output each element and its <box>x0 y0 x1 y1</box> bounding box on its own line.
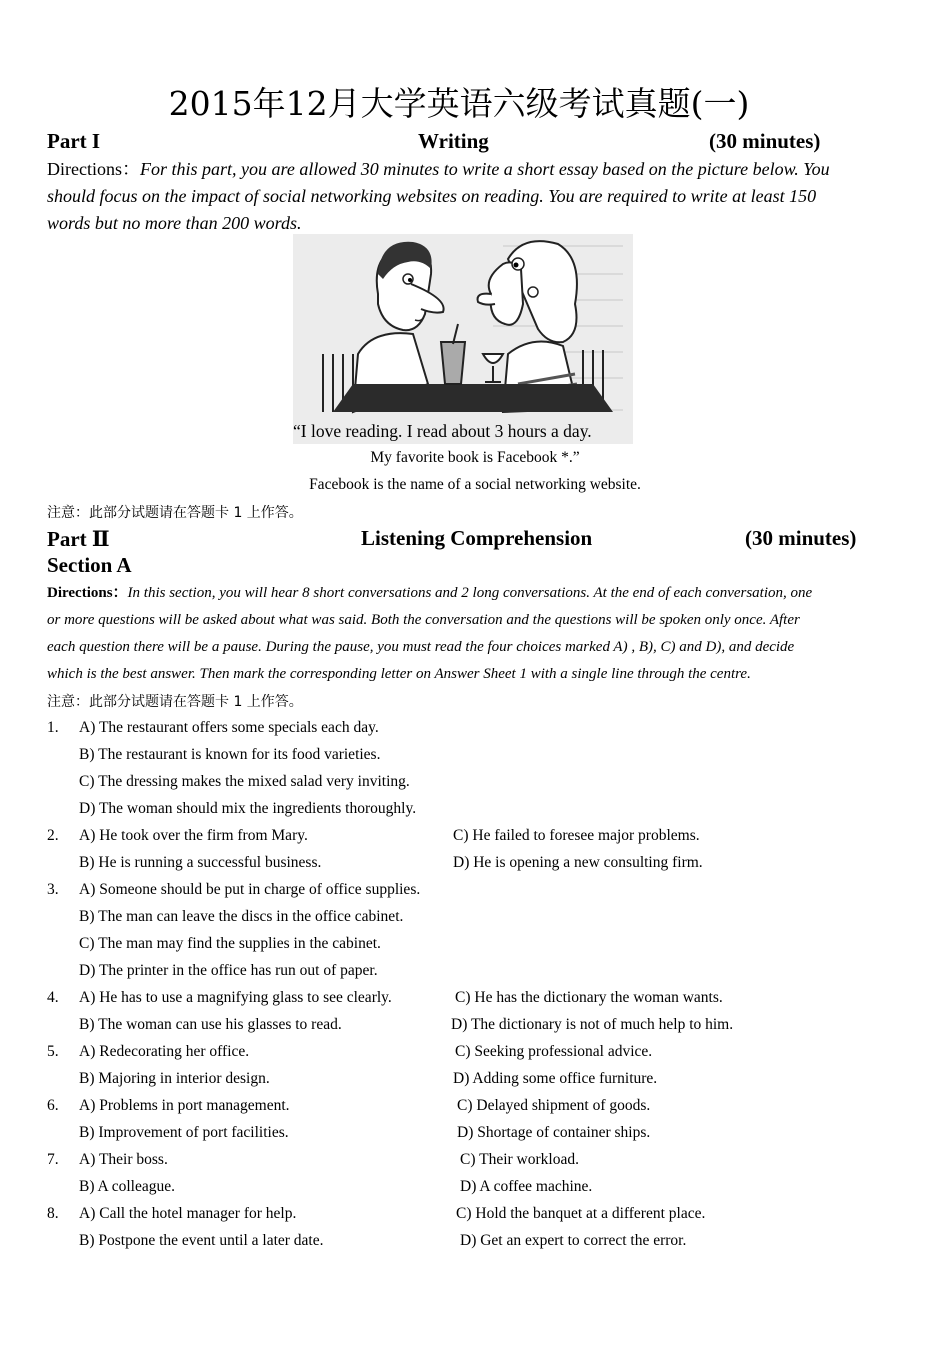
option-d: D) Get an expert to correct the error. <box>460 1232 687 1249</box>
part1-label: Part I <box>47 129 101 153</box>
option-c: C) Delayed shipment of goods. <box>457 1097 651 1114</box>
part2-directions-line3 <box>47 634 794 661</box>
option-c: C) The man may find the supplies in the cabinet. <box>79 935 381 952</box>
part1-directions-line3 <box>47 210 302 237</box>
part2-directions-line4 <box>47 661 751 688</box>
option-c: C) Their workload. <box>460 1151 579 1168</box>
section-a-heading: Section A <box>47 553 132 577</box>
part1-time: (30 minutes) <box>709 129 821 153</box>
directions-text: each question there will be a pause. During the pause, you must read the four choices marked A) , B), C) and D), and decide <box>47 639 795 655</box>
option-b: B) Majoring in interior design. <box>79 1070 270 1087</box>
cartoon-caption: “I love reading. I read about 3 hours a day. <box>293 421 592 441</box>
page-title: 2015年12月大学英语六级考试真题(一) <box>168 84 750 123</box>
option-b: B) The restaurant is known for its food varieties. <box>79 746 381 763</box>
option-a: A) Problems in port management. <box>79 1097 290 1114</box>
question-number: 7. <box>47 1151 59 1168</box>
option-c: C) He failed to foresee major problems. <box>453 827 700 844</box>
option-b: B) A colleague. <box>79 1178 175 1195</box>
directions-text: which is the best answer. Then mark the corresponding letter on Answer Sheet 1 with a single line through the centre. <box>47 666 751 682</box>
directions-text: should focus on the impact of social networking websites on reading. You are required to write at least 150 <box>47 186 817 206</box>
option-b: B) He is running a successful business. <box>79 854 322 871</box>
part2-time: (30 minutes) <box>745 526 857 550</box>
question-number: 2. <box>47 827 59 844</box>
option-c: C) Hold the banquet at a different place. <box>456 1205 706 1222</box>
directions-text: or more questions will be asked about what was said. Both the conversation and the questions will be spoken only once. After <box>47 612 800 628</box>
option-a: A) Call the hotel manager for help. <box>79 1205 297 1222</box>
question-number: 8. <box>47 1205 59 1222</box>
question-number: 3. <box>47 881 59 898</box>
option-b: B) The man can leave the discs in the office cabinet. <box>79 908 404 925</box>
option-c: C) He has the dictionary the woman wants. <box>455 989 723 1006</box>
option-d: D) A coffee machine. <box>460 1178 593 1195</box>
option-c: C) The dressing makes the mixed salad very inviting. <box>79 773 410 790</box>
option-a: A) Their boss. <box>79 1151 168 1168</box>
part1-note: 注意：此部分试题请在答题卡 1 上作答。 <box>47 505 303 521</box>
option-a: A) The restaurant offers some specials each day. <box>79 719 379 736</box>
option-d: D) Shortage of container ships. <box>457 1124 651 1141</box>
option-d: D) He is opening a new consulting firm. <box>453 854 703 871</box>
directions-label: Directions： <box>47 585 128 601</box>
option-b: B) Postpone the event until a later date. <box>79 1232 324 1249</box>
part1-directions-line2 <box>47 183 816 210</box>
footnote: Facebook is the name of a social networking website. <box>309 476 641 493</box>
option-b: B) The woman can use his glasses to read. <box>79 1016 342 1033</box>
option-d: D) The woman should mix the ingredients thoroughly. <box>79 800 417 817</box>
option-a: A) He took over the firm from Mary. <box>79 827 308 844</box>
option-d: D) The printer in the office has run out of paper. <box>79 962 378 979</box>
question-number: 1. <box>47 719 59 736</box>
caption-line2: My favorite book is Facebook *.” <box>370 449 580 466</box>
directions-text: For this part, you are allowed 30 minutes to write a short essay based on the picture below. You <box>139 159 830 179</box>
option-d: D) The dictionary is not of much help to him. <box>451 1016 734 1033</box>
directions-text: In this section, you will hear 8 short conversations and 2 long conversations. At the end of each conversation, one <box>127 585 813 601</box>
directions-text: words but no more than 200 words. <box>47 213 302 233</box>
option-a: A) He has to use a magnifying glass to see clearly. <box>79 989 392 1006</box>
option-c: C) Seeking professional advice. <box>455 1043 653 1060</box>
part1-directions-line1 <box>47 156 830 183</box>
part2-directions-line2 <box>47 607 800 634</box>
part2-directions-line1 <box>47 580 812 607</box>
part2-name: Listening Comprehension <box>361 526 593 550</box>
option-d: D) Adding some office furniture. <box>453 1070 658 1087</box>
cartoon-illustration <box>293 234 633 444</box>
option-b: B) Improvement of port facilities. <box>79 1124 289 1141</box>
part2-label: Part Ⅱ <box>47 527 110 551</box>
directions-label: Directions： <box>47 159 140 179</box>
question-number: 4. <box>47 989 59 1006</box>
question-number: 5. <box>47 1043 59 1060</box>
question-number: 6. <box>47 1097 59 1114</box>
part1-name: Writing <box>418 129 489 153</box>
option-a: A) Someone should be put in charge of office supplies. <box>79 881 421 898</box>
option-a: A) Redecorating her office. <box>79 1043 250 1060</box>
part2-note: 注意：此部分试题请在答题卡 1 上作答。 <box>47 694 303 710</box>
